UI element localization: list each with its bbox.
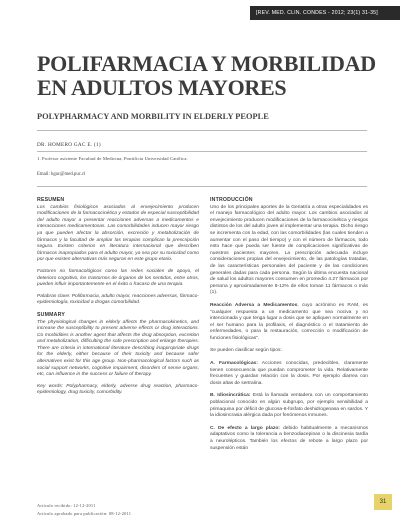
type-a-text: Acciones conocidas, predecibles, claramente tienen consecuencia que puedan comprometer la vida. Relativamente frecuentes y guardan relación con la dosis. Por ejemplo diarrea con dosis altas de sertralina. — [210, 361, 368, 386]
ram-list-intro: Se pueden clasificar según tipos: — [210, 348, 282, 354]
resumen-paragraph: Factores no farmacológicos como las redes sociales de apoyo, el deterioro cognitivo, los trastornos de órganos de los sentidos, entre otros, pueden influir importantemente en el éxito o fracaso de una terapia. — [37, 268, 199, 288]
page-number: 31 — [374, 494, 392, 510]
header-bar — [0, 0, 400, 22]
summary-heading: SUMMARY — [37, 311, 66, 318]
type-b-label: B. Idiosincrática: — [210, 393, 251, 399]
affiliation: 1. Profesor asistente Facultad de Medicina, Pontificia Universidad Católica. — [37, 156, 188, 161]
divider — [37, 186, 367, 187]
type-c-text: debido habitualmente a mecanismos adaptativos como la tolerancia a benzodiacepinas o la discinesia tardía a neurolépticos. También los efectos de rebote a largo plazo por suspensión están — [210, 425, 369, 451]
resumen-heading: RESUMEN — [37, 197, 65, 203]
type-a-label: A. Farmacológicas: — [210, 361, 258, 367]
ram-paragraph — [210, 303, 368, 343]
key-words: Key words: Polypharmacy, elderly, adverse drug reaction, pharmaco-epidemiology, drug toxicity, comorbidity. — [37, 383, 199, 396]
intro-heading: INTRODUCCIÓN — [210, 197, 253, 203]
summary-paragraph: The physiological changes in elderly affects the pharmacokinetics, and increase the susceptibility to present adverse effects or drug interactions. Co morbidities is another agent that affects the drug absorption, excretion and metabolization, difficulting the safe prescription and enlarge therapies. There are criteria in international literature describing inappropriate drugs for the elderly, either because of their toxicity and because safer alternatives exist for this age group. Non-pharmacological factors such as social support networks, cognitive impairment, disorders of sense organs, etc, can influence in the success or failure of therapy. — [37, 319, 199, 378]
ram-type-b — [210, 393, 368, 419]
journal-reference: [REV. MED. CLIN. CONDES - 2012; 23(1) 31-35] — [250, 6, 400, 20]
divider — [37, 130, 367, 131]
approved-date: Artículo aprobado para publicación: 08-12-2011 — [37, 511, 132, 516]
ram-type-a — [210, 361, 368, 387]
article-subtitle: POLYPHARMACY AND MORBILITY IN ELDERLY PEOPLE — [37, 112, 269, 121]
right-column — [210, 197, 368, 458]
left-column — [37, 197, 199, 402]
intro-paragraph: Uno de los principales aportes de la Geriatría a otras especialidades es el manejo farmacológico del adulto mayor. Los cambios asociados al envejecimiento producen modificaciones de la farmacocinética y riesgos distintos de los del adulto joven al implementar una terapia. Dicho riesgo se incrementa con la edad, con las comorbilidades (las cuales tienden a aumentar con el paso del tiempo) y con el número de fármacos, todo esto hace que pueda ser fuente de complicaciones significativas de nuestros pacientes mayores. La prescripción adecuada incluye consideraciones propias del envejecimiento, de las patologías tratadas, de las características personales del paciente y de las condiciones generales dadas para cada persona. Según la última encuesta nacional de salud los adultos mayores consumen en promedio 4.27 fármacos por persona y aproximadamente 8-12% de ellos toman 11 fármacos o más (1). — [210, 204, 368, 296]
divider — [37, 151, 367, 152]
resumen-paragraph: Los cambios fisiológicos asociados al envejecimiento producen modificaciones de la farmacocinética y estados de especial susceptibilidad del adulto mayor a presentar reacciones adversas a medicamentos e interacciones medicamentosas. Las comorbilidades inducen mayor riesgo ya que pueden afectar la absorción, excreción y metabolización de fármacos y la facultad de ampliar las terapias complican la prescripción segura. Existen criterios en literatura internacional que describen fármacos inapropiados para el adulto mayor, ya sea por su toxicidad como por que existen alternativas más seguras en este grupo etario. — [37, 204, 199, 263]
ram-type-c — [210, 426, 368, 452]
type-c-label: C. De efecto a largo plazo: — [210, 425, 280, 431]
received-date: Artículo recibido: 12-12-2011 — [37, 503, 96, 508]
author-email[interactable]: Email: hgac@med.puc.cl — [37, 172, 86, 177]
ram-term: Reacción Adversa a Medicamentos — [210, 302, 298, 308]
author: DR. HOMERO GAC E. (1) — [37, 142, 101, 148]
article-title: POLIFARMACIA Y MORBILIDAD EN ADULTOS MAYORES — [37, 51, 376, 100]
palabras-clave: Palabras clave: Polifarmacia, adulto mayor, reacciones adversas, fármaco-epidemiología, toxicidad a drogas comorbilidad. — [37, 293, 200, 306]
type-b-text: Está la llamada ventadera con un comportamiento poblacional conocido en algún subgrupo, por ejemplo sensibilidad a primaquina por déficit de glucosa-6-fosfato deshidrogenasa en sardos. Y la idiosincrasia alérgica dada por fenómenos inmunes. — [210, 393, 368, 419]
ram-definition: , cuyo acrónimo es RAM, es "cualquier respuesta a un medicamento que sea nociva y no intencionada y que tenga lugar a dosis que se apliquen normalmente en el ser humano para la profilaxis, el diagnóstico o el tratamiento de enfermedades, o para la restauración, corrección o modificación de funciones fisiológicas". — [210, 302, 369, 341]
